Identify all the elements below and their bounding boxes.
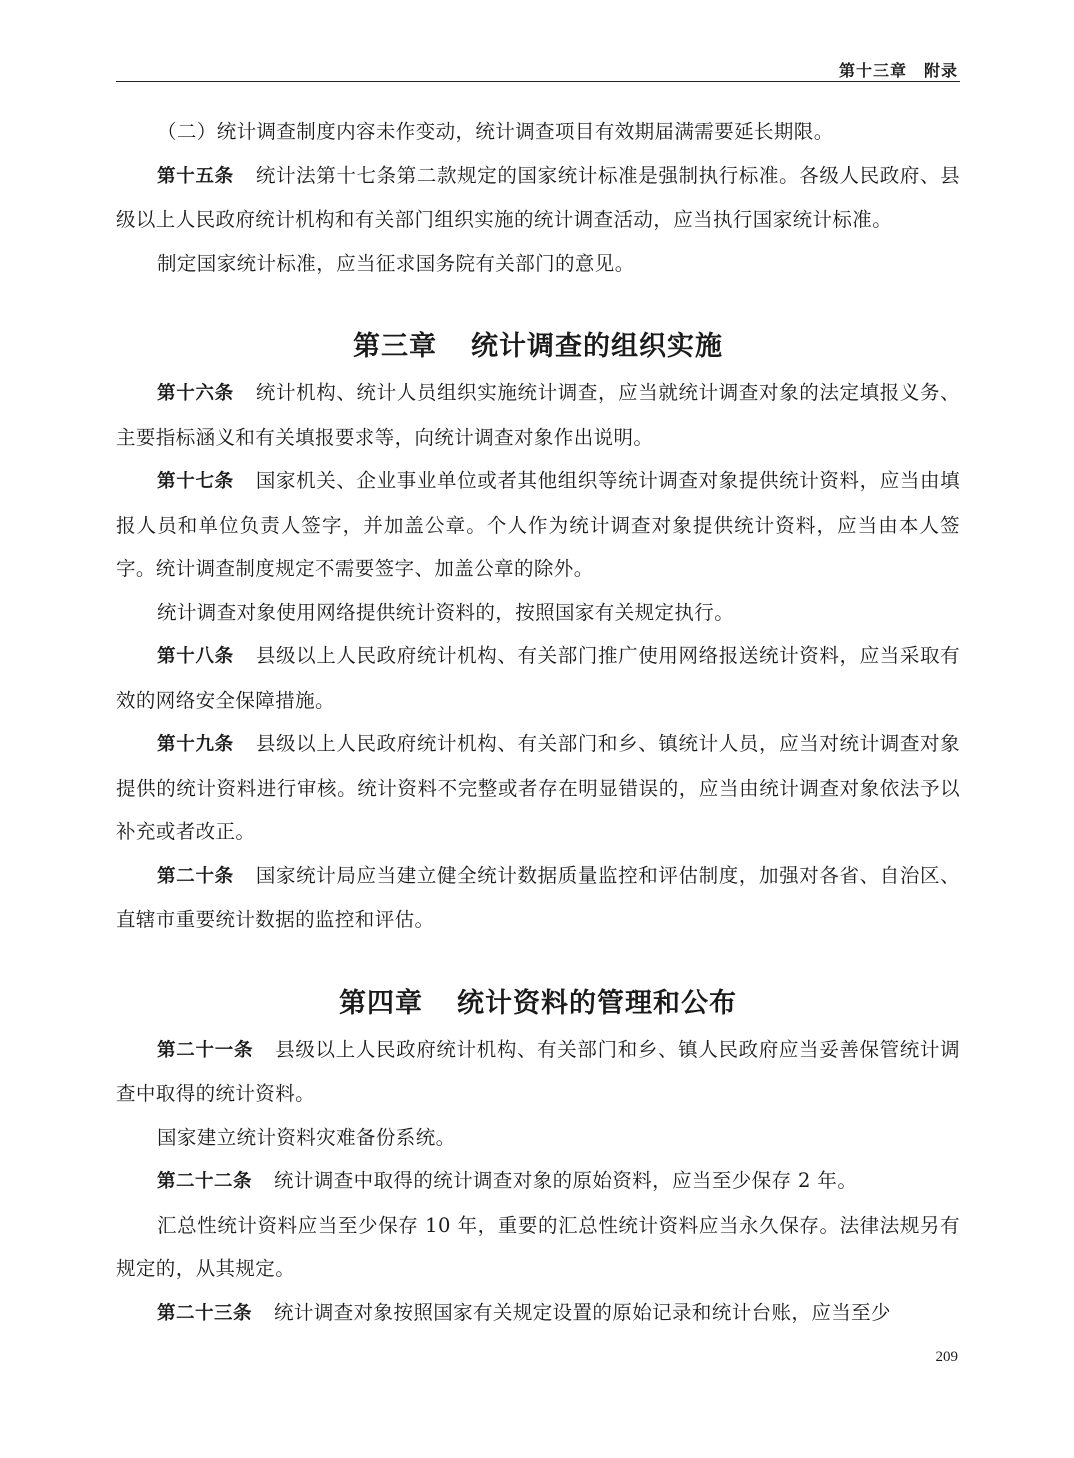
chapter-number: 第三章 (353, 331, 437, 362)
article-17 (116, 459, 960, 591)
running-header: 第十三章 附录 (838, 61, 958, 80)
article-22 (116, 1159, 960, 1204)
article-text: 统计调查中取得的统计调查对象的原始资料，应当至少保存 2 年。 (274, 1169, 858, 1192)
chapter-heading-3 (116, 327, 960, 367)
article-18 (116, 634, 960, 722)
header-rule (116, 81, 960, 82)
chapter-title: 统计资料的管理和公布 (457, 987, 737, 1019)
page-body (116, 110, 960, 1335)
paragraph: 汇总性统计资料应当至少保存 10 年，重要的汇总性统计资料应当永久保存。法律法规另有规定的，从其规定。 (116, 1213, 960, 1280)
article-number: 第二十三条 (157, 1302, 253, 1324)
article-20 (116, 854, 960, 942)
chapter-heading-4 (116, 984, 960, 1024)
article-text: 统计法第十七条第二款规定的国家统计标准是强制执行标准。各级人民政府、县级以上人民政府统计机构和有关部门组织实施的统计调查活动，应当执行国家统计标准。 (116, 163, 960, 231)
paragraph: 制定国家统计标准，应当征求国务院有关部门的意见。 (157, 251, 635, 275)
article-number: 第十七条 (157, 471, 234, 492)
spacer (116, 285, 960, 327)
article-15 (116, 154, 960, 242)
page-number: 209 (935, 1349, 958, 1365)
article-text: 县级以上人民政府统计机构、有关部门和乡、镇统计人员，应当对统计调查对象提供的统计资料进行审核。统计资料不完整或者存在明显错误的，应当由统计调查对象依法予以补充或者改正。 (116, 732, 960, 843)
article-text: 统计调查对象按照国家有关规定设置的原始记录和统计台账，应当至少 (274, 1300, 891, 1324)
article-text: 县级以上人民政府统计机构、有关部门推广使用网络报送统计资料，应当采取有效的网络安全保障措施。 (116, 644, 960, 712)
article-number: 第二十二条 (157, 1171, 253, 1192)
article-number: 第十八条 (157, 646, 234, 667)
article-19 (116, 722, 960, 854)
spacer (116, 942, 960, 984)
article-number: 第十九条 (157, 734, 234, 755)
article-text: 国家统计局应当建立健全统计数据质量监控和评估制度，加强对各省、自治区、直辖市重要统计数据的监控和评估。 (116, 863, 960, 931)
article-number: 第十六条 (157, 383, 234, 404)
paragraph: 国家建立统计资料灾难备份系统。 (157, 1125, 456, 1149)
chapter-title: 统计调查的组织实施 (471, 331, 723, 362)
article-number: 第二十条 (157, 865, 234, 887)
article-number: 第二十一条 (157, 1039, 254, 1061)
article-text: 国家机关、企业事业单位或者其他组织等统计调查对象提供统计资料，应当由填报人员和单位负责人签字，并加盖公章。个人作为统计调查对象提供统计资料，应当由本人签字。统计调查制度规定不需要签字、加盖公章的除外。 (116, 469, 960, 580)
chapter-number: 第四章 (339, 987, 423, 1019)
paragraph: 统计调查对象使用网络提供统计资料的，按照国家有关规定执行。 (157, 600, 735, 624)
article-number: 第十五条 (157, 165, 234, 187)
article-text: 统计机构、统计人员组织实施统计调查，应当就统计调查对象的法定填报义务、主要指标涵义和有关填报要求等，向统计调查对象作出说明。 (116, 381, 960, 449)
paragraph: （二）统计调查制度内容未作变动，统计调查项目有效期届满需要延长期限。 (157, 120, 834, 143)
article-23 (116, 1291, 960, 1336)
article-21 (116, 1028, 960, 1116)
article-text: 县级以上人民政府统计机构、有关部门和乡、镇人民政府应当妥善保管统计调查中取得的统计资料。 (116, 1037, 960, 1105)
article-16 (116, 371, 960, 459)
